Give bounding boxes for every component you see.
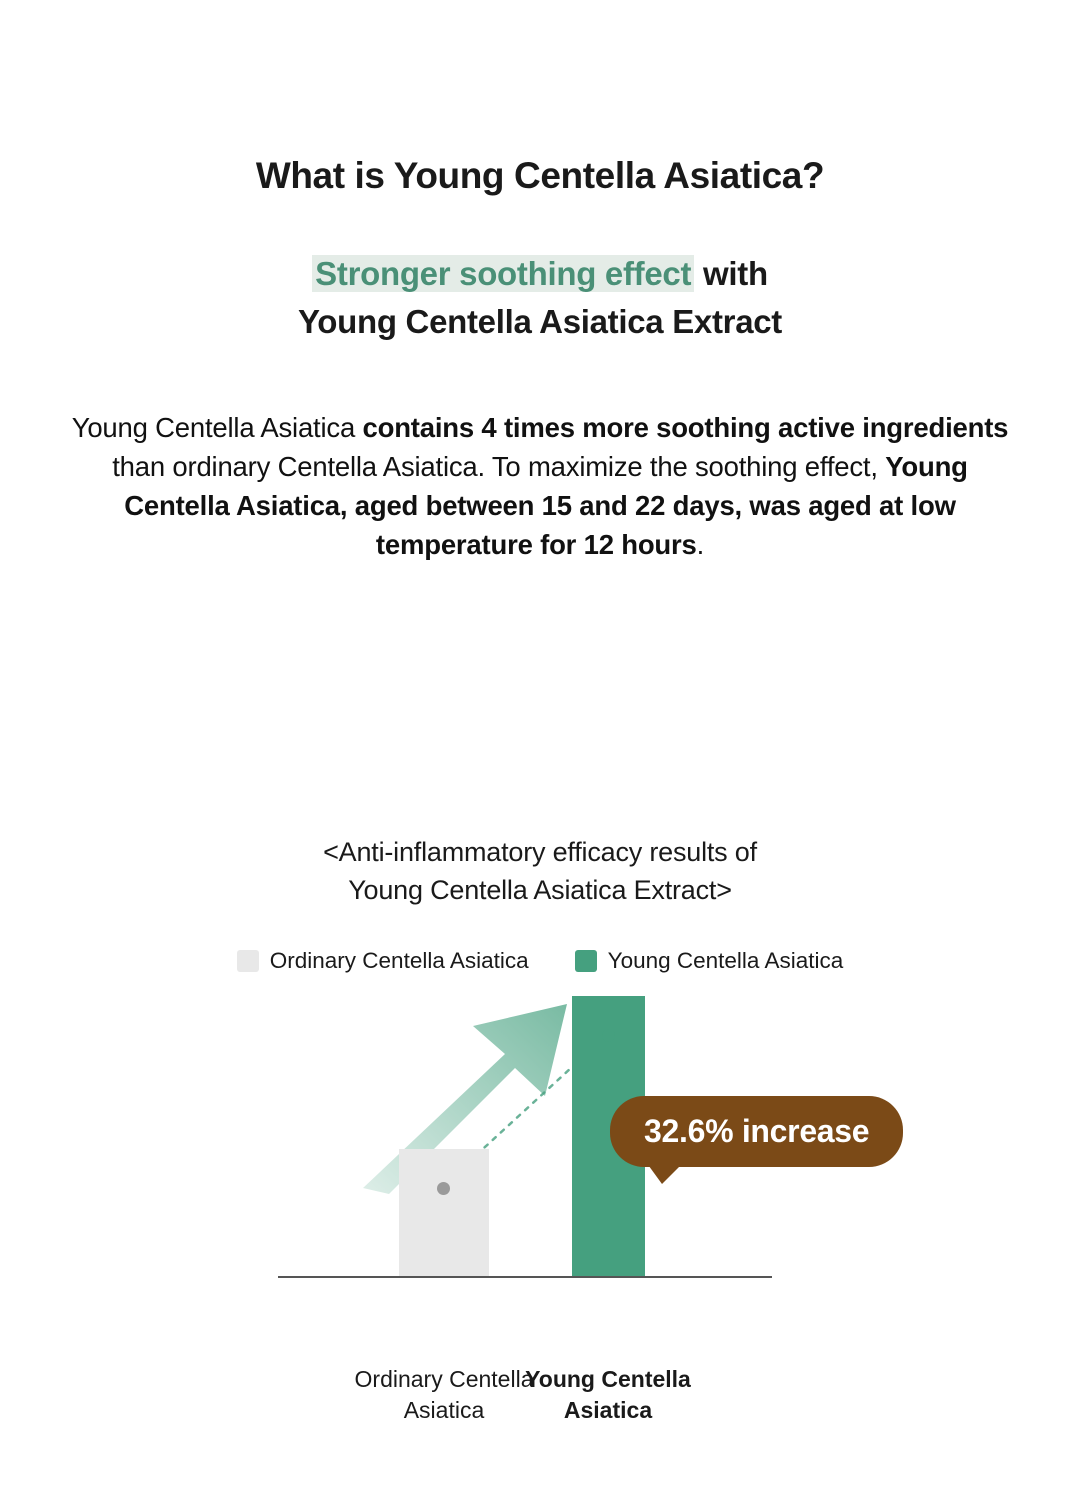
chart-title-line2: Young Centella Asiatica Extract> xyxy=(348,875,732,906)
x-axis-line xyxy=(278,1276,772,1278)
body-text-4: Young Centella Asiatica, aged between 15 and 22 days, was aged at low temperature for 12 hours xyxy=(124,450,968,560)
body-text-3: than ordinary Centella Asiatica. To maximize the soothing effect, xyxy=(112,450,886,482)
body-text-1: Young Centella Asiatica xyxy=(71,411,363,443)
body-text-2: contains 4 times more soothing active ingredients xyxy=(362,411,1009,443)
legend-label-young: Young Centella Asiatica xyxy=(607,947,844,973)
x-axis-labels xyxy=(0,1364,1080,1454)
page-title: What is Young Centella Asiatica? xyxy=(255,155,825,196)
x-label-young xyxy=(478,1364,738,1426)
x-label-ordinary-line2: Asiatica xyxy=(403,1396,485,1423)
legend-swatch-icon-young xyxy=(575,950,597,972)
data-point-ordinary xyxy=(437,1182,450,1195)
bar-ordinary-centella xyxy=(399,1149,489,1276)
legend-label-ordinary: Ordinary Centella Asiatica xyxy=(269,947,529,973)
x-label-ordinary-line1: Ordinary Centella xyxy=(354,1365,534,1392)
legend-item-ordinary xyxy=(237,948,529,974)
increase-callout-badge: 32.6% increase xyxy=(610,1096,903,1167)
body-text-5: . xyxy=(696,528,705,560)
x-label-young-line2: Asiatica xyxy=(563,1396,653,1423)
subtitle-rest: with xyxy=(694,255,768,292)
chart-title xyxy=(0,833,1080,910)
plot-area xyxy=(0,996,1080,1356)
page-root xyxy=(0,155,1080,1505)
subtitle-line2: Young Centella Asiatica Extract xyxy=(297,302,782,340)
chart-title-line1: <Anti-inflammatory efficacy results of xyxy=(323,837,757,867)
data-point-young xyxy=(602,1029,615,1042)
subtitle xyxy=(0,250,1080,346)
x-label-young-line1: Young Centella xyxy=(525,1365,691,1392)
legend-item-young xyxy=(575,948,844,974)
subtitle-highlight: Stronger soothing effect xyxy=(312,255,694,292)
chart-legend xyxy=(0,948,1080,974)
chart-container xyxy=(0,833,1080,1454)
legend-swatch-icon-ordinary xyxy=(237,950,259,972)
body-paragraph xyxy=(60,408,1020,564)
